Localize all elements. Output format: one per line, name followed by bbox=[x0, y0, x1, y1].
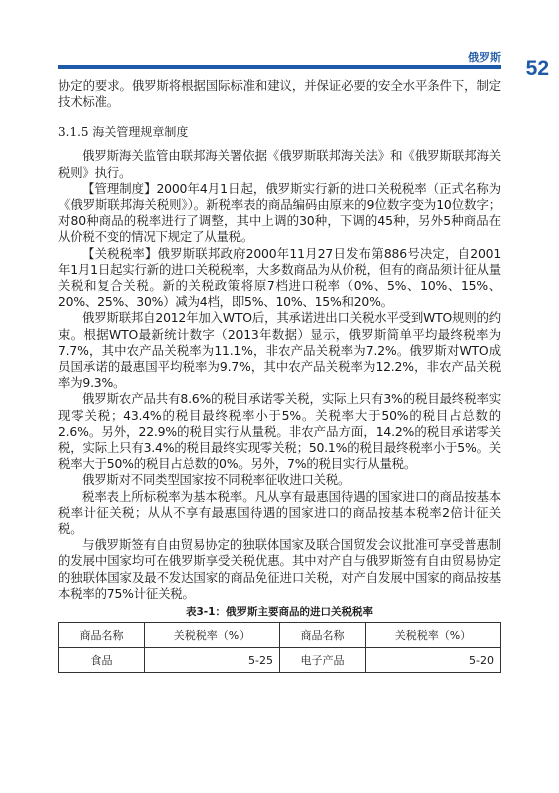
paragraph: 与俄罗斯签有自由贸易协定的独联体国家及联合国贸发会议批准可享受普惠制的发展中国家均可在俄罗斯享受关税优惠。其中对产自与俄罗斯签有自由贸易协定的独联体国家及最不发达国家的商品免征进口关税，对产自发展中国家的商品按基本税率的75%计征关税。 bbox=[58, 537, 501, 601]
paragraph: 俄罗斯农产品共有8.6%的税目承诺零关税，实际上只有3%的税目最终税率实现零关税；43.4%的税目最终税率小于5%。关税率大于50%的税目占总数的2.6%。另外，22.9%的税目实行从量税。非农产品方面，14.2%的税目承诺零关税，实际上只有3.4%的税目最终实现零关税；50.1%的税目最终税率小于5%。关税率大于50%的税目占总数的0%。另外，7%的税目实行从量税。 bbox=[58, 391, 501, 472]
header-section-label: 俄罗斯 bbox=[468, 51, 501, 64]
tariff-table bbox=[58, 622, 501, 673]
table-cell: 食品 bbox=[59, 648, 145, 673]
paragraph: 俄罗斯海关监管由联邦海关署依据《俄罗斯联邦海关法》和《俄罗斯联邦海关税则》执行。 bbox=[58, 148, 501, 180]
paragraph-continued: 协定的要求。俄罗斯将根据国际标准和建议，并保证必要的安全水平条件下，制定技术标准。 bbox=[58, 78, 501, 110]
page-content bbox=[58, 78, 501, 673]
table-cell: 5-20 bbox=[365, 648, 500, 673]
table-header-row bbox=[59, 623, 501, 648]
page-number: 52 bbox=[525, 57, 549, 80]
section-heading bbox=[58, 124, 501, 140]
table-row bbox=[59, 648, 501, 673]
paragraph: 【管理制度】2000年4月1日起，俄罗斯实行新的进口关税税率（正式名称为《俄罗斯联邦海关税则》）。新税率表的商品编码由原来的9位数字变为10位数字；对80种商品的税率进行了调整，其中上调的30种，下调的45种，另外5种商品在从价税不变的情况下规定了从量税。 bbox=[58, 180, 501, 245]
paragraph: 俄罗斯对不同类型国家按不同税率征收进口关税。 bbox=[82, 472, 351, 488]
section-number: 3.1.5 bbox=[58, 125, 89, 140]
paragraph: 俄罗斯联邦自2012年加入WTO后，其承诺进出口关税水平受到WTO规则的约束。根据WTO最新统计数字（2013年数据）显示，俄罗斯简单平均最终税率为7.7%，其中农产品关税率为11.1%，非农产品关税率为7.2%。俄罗斯对WTO成员国承诺的最惠国平均税率为9.7%，其中农产品关税率为12.2%，非农产品关税率为9.3%。 bbox=[58, 310, 501, 391]
section-title: 海关管理规章制度 bbox=[92, 125, 189, 140]
column-header: 商品名称 bbox=[279, 623, 365, 648]
column-header: 商品名称 bbox=[59, 623, 145, 648]
table-caption: 表3-1：俄罗斯主要商品的进口关税税率 bbox=[186, 606, 373, 619]
table-cell: 5-25 bbox=[145, 648, 280, 673]
column-header: 关税税率（%） bbox=[145, 623, 280, 648]
column-header: 关税税率（%） bbox=[365, 623, 500, 648]
header-rule bbox=[58, 65, 501, 69]
table-cell: 电子产品 bbox=[279, 648, 365, 673]
paragraph: 【关税税率】俄罗斯联邦政府2000年11月27日发布第886号决定，自2001年1月1日起实行新的进口关税税率，大多数商品为从价税，但有的商品须计征从量关税和复合关税。新的关税政策将原7档进口税率（0%、5%、10%、15%、20%、25%、30%）减为4档，即5%、10%、15%和20%。 bbox=[58, 245, 501, 310]
paragraph: 税率表上所标税率为基本税率。凡从享有最惠国待遇的国家进口的商品按基本税率计征关税；从从不享有最惠国待遇的国家进口的商品按基本税率2倍计征关税。 bbox=[58, 488, 501, 537]
